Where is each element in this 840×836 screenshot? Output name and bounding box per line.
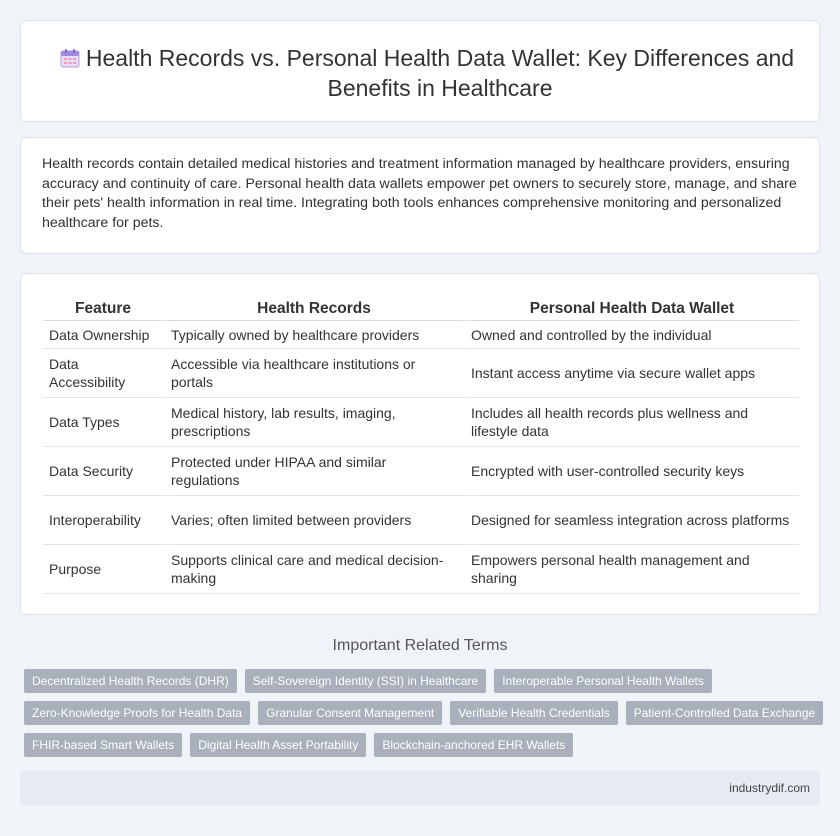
table-row <box>43 349 799 398</box>
tag-row <box>24 733 824 757</box>
table-cell: Protected under HIPAA and similar regulations <box>165 447 465 496</box>
tag-row <box>24 669 824 693</box>
table-row <box>43 398 799 447</box>
table-cell: Data Ownership <box>43 321 165 349</box>
table-row <box>43 447 799 496</box>
related-term-tag[interactable]: Blockchain-anchored EHR Wallets <box>374 733 573 757</box>
table-row <box>43 321 799 349</box>
related-term-tag[interactable]: Digital Health Asset Portability <box>190 733 366 757</box>
table-cell: Medical history, lab results, imaging, prescriptions <box>165 398 465 447</box>
table-cell: Accessible via healthcare institutions or portals <box>165 349 465 398</box>
table-cell: Data Types <box>43 398 165 447</box>
related-term-tag[interactable]: Decentralized Health Records (DHR) <box>24 669 237 693</box>
comparison-table <box>43 294 799 594</box>
table-header-row <box>43 294 799 321</box>
table-cell: Varies; often limited between providers <box>165 496 465 545</box>
table-cell: Encrypted with user-controlled security keys <box>465 447 799 496</box>
header-card <box>20 20 820 122</box>
table-cell: Interoperability <box>43 496 165 545</box>
table-cell: Data Accessibility <box>43 349 165 398</box>
table-cell: Includes all health records plus wellness and lifestyle data <box>465 398 799 447</box>
related-term-tag[interactable]: Self-Sovereign Identity (SSI) in Healthcare <box>245 669 486 693</box>
related-terms-tags <box>24 669 824 765</box>
table-cell: Empowers personal health management and sharing <box>465 545 799 594</box>
page-title: Health Records vs. Personal Health Data Wallet: Key Differences and Benefits in Healthcare <box>85 45 795 101</box>
intro-paragraph: Health records contain detailed medical histories and treatment information managed by healthcare providers, ensuring accuracy and continuity of care. Personal health data wallets empower pet owners to securely store, manage, and share their pets' health information in real time. Integrating both tools enhances comprehensive monitoring and personalized healthcare for pets. <box>42 156 797 231</box>
related-term-tag[interactable]: Verifiable Health Credentials <box>450 701 617 725</box>
table-cell: Purpose <box>43 545 165 594</box>
intro-card <box>20 137 820 254</box>
table-cell: Supports clinical care and medical decision-making <box>165 545 465 594</box>
column-header: Health Records <box>165 294 465 321</box>
footer-site-link[interactable]: industrydif.com <box>729 781 810 795</box>
related-term-tag[interactable]: Granular Consent Management <box>258 701 442 725</box>
table-row <box>43 545 799 594</box>
table-cell: Instant access anytime via secure wallet apps <box>465 349 799 398</box>
table-cell: Typically owned by healthcare providers <box>165 321 465 349</box>
table-row <box>43 496 799 545</box>
related-term-tag[interactable]: Zero-Knowledge Proofs for Health Data <box>24 701 250 725</box>
related-term-tag[interactable]: Patient-Controlled Data Exchange <box>626 701 823 725</box>
table-cell: Data Security <box>43 447 165 496</box>
table-cell: Owned and controlled by the individual <box>465 321 799 349</box>
comparison-card <box>20 273 820 615</box>
related-terms-title: Important Related Terms <box>332 637 508 654</box>
column-header: Feature <box>43 294 165 321</box>
related-term-tag[interactable]: Interoperable Personal Health Wallets <box>494 669 712 693</box>
table-cell: Designed for seamless integration across platforms <box>465 496 799 545</box>
column-header: Personal Health Data Wallet <box>465 294 799 321</box>
related-term-tag[interactable]: FHIR-based Smart Wallets <box>24 733 182 757</box>
footer <box>20 771 820 805</box>
tag-row <box>24 701 824 725</box>
